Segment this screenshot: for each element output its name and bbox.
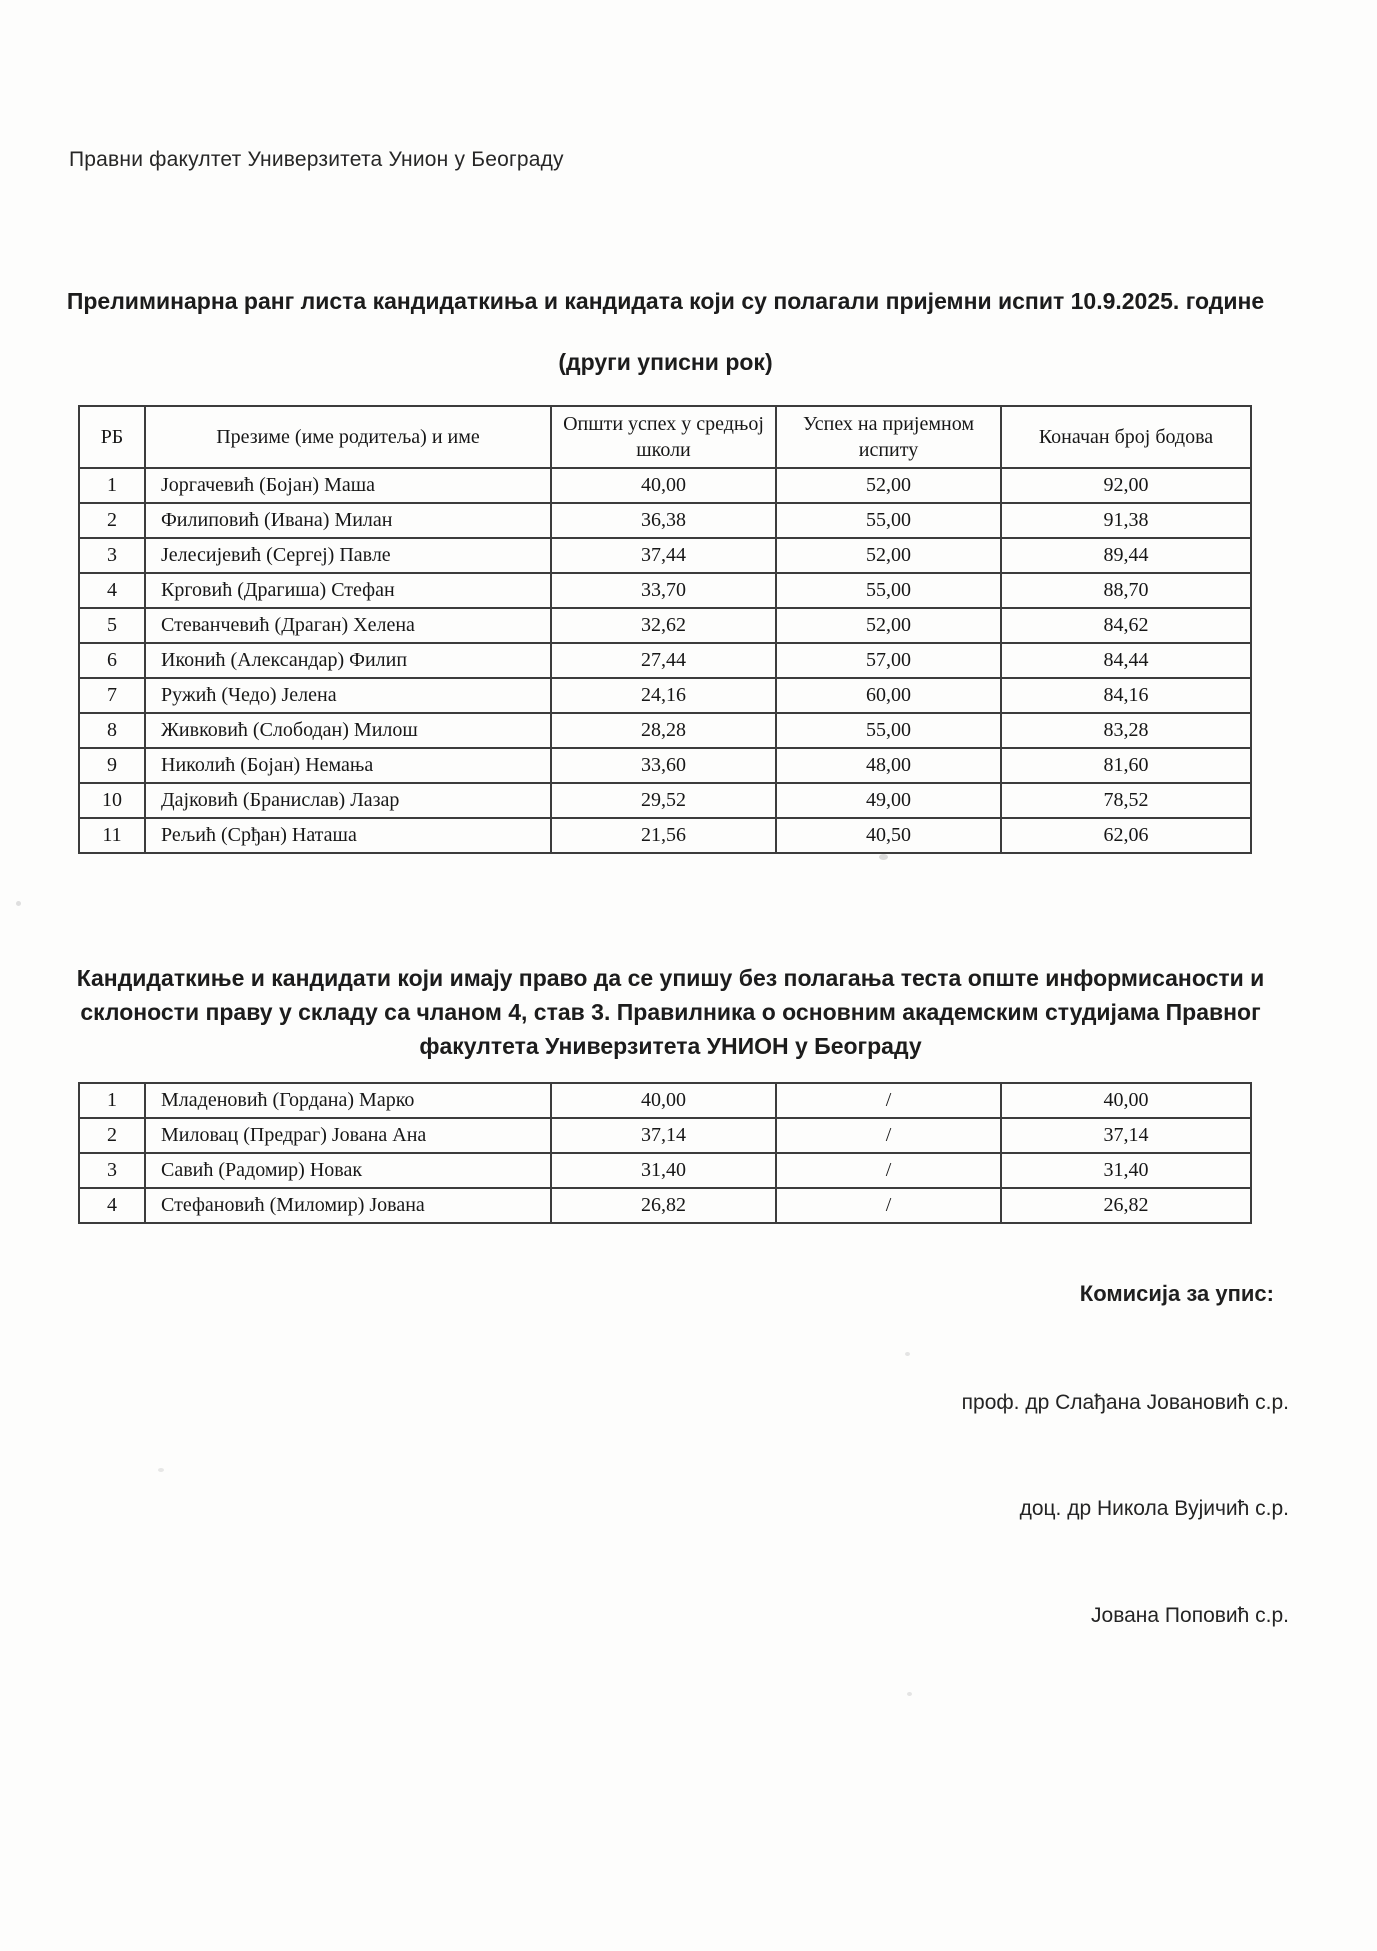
table-row bbox=[79, 1188, 1251, 1223]
cell-exam: 52,00 bbox=[776, 538, 1001, 573]
table-row bbox=[79, 538, 1251, 573]
cell-name: Јелесијевић (Сергеј) Павле bbox=[145, 538, 551, 573]
cell-name: Филиповић (Ивана) Милан bbox=[145, 503, 551, 538]
cell-total: 62,06 bbox=[1001, 818, 1251, 853]
cell-rank: 10 bbox=[79, 783, 145, 818]
cell-school: 33,70 bbox=[551, 573, 776, 608]
cell-rank: 3 bbox=[79, 538, 145, 573]
cell-total: 40,00 bbox=[1001, 1083, 1251, 1118]
cell-exam: 55,00 bbox=[776, 713, 1001, 748]
table-row bbox=[79, 608, 1251, 643]
cell-school: 29,52 bbox=[551, 783, 776, 818]
cell-name: Миловац (Предраг) Јована Ана bbox=[145, 1118, 551, 1153]
ranking-table bbox=[78, 405, 1252, 854]
scan-speck bbox=[16, 901, 21, 906]
table-row bbox=[79, 1153, 1251, 1188]
cell-exam: 55,00 bbox=[776, 503, 1001, 538]
cell-school: 40,00 bbox=[551, 468, 776, 503]
scan-speck bbox=[158, 1468, 164, 1472]
cell-name: Стеванчевић (Драган) Хелена bbox=[145, 608, 551, 643]
cell-total: 26,82 bbox=[1001, 1188, 1251, 1223]
cell-total: 78,52 bbox=[1001, 783, 1251, 818]
table-row bbox=[79, 1118, 1251, 1153]
cell-school: 27,44 bbox=[551, 643, 776, 678]
cell-rank: 2 bbox=[79, 1118, 145, 1153]
scan-speck bbox=[905, 1352, 910, 1356]
cell-total: 89,44 bbox=[1001, 538, 1251, 573]
cell-rank: 1 bbox=[79, 468, 145, 503]
cell-exam: 57,00 bbox=[776, 643, 1001, 678]
cell-name: Јоргачевић (Бојан) Маша bbox=[145, 468, 551, 503]
document-title: Прелиминарна ранг листа кандидаткиња и кандидата који су полагали пријемни испит 10.9.2025. године bbox=[66, 288, 1265, 314]
cell-name: Николић (Бојан) Немања bbox=[145, 748, 551, 783]
cell-name: Иконић (Александар) Филип bbox=[145, 643, 551, 678]
cell-rank: 4 bbox=[79, 1188, 145, 1223]
table-row bbox=[79, 503, 1251, 538]
exemption-paragraph-line: факултета Универзитета УНИОН у Београду bbox=[419, 1033, 922, 1059]
signature-name: проф. др Слађана Јовановић с.р. bbox=[961, 1391, 1289, 1414]
document-subtitle: (други уписни рок) bbox=[558, 349, 773, 375]
cell-rank: 5 bbox=[79, 608, 145, 643]
cell-school: 28,28 bbox=[551, 713, 776, 748]
column-header-exam: Успех на пријемном испиту bbox=[776, 406, 1001, 468]
cell-school: 21,56 bbox=[551, 818, 776, 853]
table-row bbox=[79, 573, 1251, 608]
cell-name: Дајковић (Бранислав) Лазар bbox=[145, 783, 551, 818]
cell-total: 84,44 bbox=[1001, 643, 1251, 678]
cell-rank: 9 bbox=[79, 748, 145, 783]
cell-rank: 1 bbox=[79, 1083, 145, 1118]
cell-total: 81,60 bbox=[1001, 748, 1251, 783]
cell-exam: 40,50 bbox=[776, 818, 1001, 853]
cell-school: 36,38 bbox=[551, 503, 776, 538]
cell-school: 37,44 bbox=[551, 538, 776, 573]
cell-name: Ружић (Чедо) Јелена bbox=[145, 678, 551, 713]
letterhead: Правни факултет Универзитета Унион у Београду bbox=[69, 148, 564, 171]
cell-exam: 55,00 bbox=[776, 573, 1001, 608]
signature-name: Јована Поповић с.р. bbox=[1091, 1604, 1289, 1627]
cell-exam: 52,00 bbox=[776, 468, 1001, 503]
table-row bbox=[79, 818, 1251, 853]
cell-rank: 11 bbox=[79, 818, 145, 853]
cell-total: 84,62 bbox=[1001, 608, 1251, 643]
cell-school: 40,00 bbox=[551, 1083, 776, 1118]
cell-total: 31,40 bbox=[1001, 1153, 1251, 1188]
cell-rank: 4 bbox=[79, 573, 145, 608]
cell-total: 37,14 bbox=[1001, 1118, 1251, 1153]
cell-total: 91,38 bbox=[1001, 503, 1251, 538]
cell-name: Савић (Радомир) Новак bbox=[145, 1153, 551, 1188]
column-header-total: Коначан број бодова bbox=[1001, 406, 1251, 468]
exemption-paragraph-line: Кандидаткиње и кандидати који имају право да се упишу без полагања теста опште информисаности и bbox=[76, 965, 1265, 991]
cell-name: Младеновић (Гордана) Марко bbox=[145, 1083, 551, 1118]
cell-name: Стефановић (Миломир) Јована bbox=[145, 1188, 551, 1223]
cell-rank: 2 bbox=[79, 503, 145, 538]
cell-total: 88,70 bbox=[1001, 573, 1251, 608]
cell-rank: 3 bbox=[79, 1153, 145, 1188]
cell-exam: / bbox=[776, 1118, 1001, 1153]
table-row bbox=[79, 713, 1251, 748]
exemption-paragraph-line: склоности праву у складу са чланом 4, став 3. Правилника о основним академским студијама Правног bbox=[80, 999, 1261, 1025]
table-row bbox=[79, 748, 1251, 783]
column-header-rank: РБ bbox=[79, 406, 145, 468]
scan-speck bbox=[879, 854, 888, 860]
table-row bbox=[79, 678, 1251, 713]
cell-exam: / bbox=[776, 1083, 1001, 1118]
ranking-table-body bbox=[79, 468, 1251, 853]
cell-exam: 52,00 bbox=[776, 608, 1001, 643]
cell-school: 24,16 bbox=[551, 678, 776, 713]
exemption-table-body bbox=[79, 1083, 1251, 1223]
cell-school: 31,40 bbox=[551, 1153, 776, 1188]
cell-school: 26,82 bbox=[551, 1188, 776, 1223]
cell-name: Живковић (Слободан) Милош bbox=[145, 713, 551, 748]
cell-exam: 49,00 bbox=[776, 783, 1001, 818]
cell-rank: 8 bbox=[79, 713, 145, 748]
column-header-name: Презиме (име родитеља) и име bbox=[145, 406, 551, 468]
scan-speck bbox=[907, 1692, 912, 1696]
exemption-paragraph bbox=[24, 961, 1317, 1063]
cell-name: Рељић (Срђан) Наташа bbox=[145, 818, 551, 853]
cell-rank: 7 bbox=[79, 678, 145, 713]
commission-heading: Комисија за упис: bbox=[1079, 1281, 1274, 1306]
exemption-table bbox=[78, 1082, 1252, 1224]
header-row bbox=[79, 406, 1251, 468]
cell-exam: / bbox=[776, 1188, 1001, 1223]
cell-school: 37,14 bbox=[551, 1118, 776, 1153]
cell-total: 83,28 bbox=[1001, 713, 1251, 748]
cell-school: 32,62 bbox=[551, 608, 776, 643]
cell-total: 84,16 bbox=[1001, 678, 1251, 713]
table-row bbox=[79, 468, 1251, 503]
cell-exam: / bbox=[776, 1153, 1001, 1188]
cell-school: 33,60 bbox=[551, 748, 776, 783]
cell-name: Крговић (Драгиша) Стефан bbox=[145, 573, 551, 608]
column-header-school: Општи успех у средњој школи bbox=[551, 406, 776, 468]
signature-name: доц. др Никола Вујичић с.р. bbox=[1019, 1497, 1289, 1520]
ranking-table-header bbox=[79, 406, 1251, 468]
table-row bbox=[79, 1083, 1251, 1118]
table-row bbox=[79, 643, 1251, 678]
cell-exam: 60,00 bbox=[776, 678, 1001, 713]
cell-total: 92,00 bbox=[1001, 468, 1251, 503]
cell-exam: 48,00 bbox=[776, 748, 1001, 783]
cell-rank: 6 bbox=[79, 643, 145, 678]
table-row bbox=[79, 783, 1251, 818]
